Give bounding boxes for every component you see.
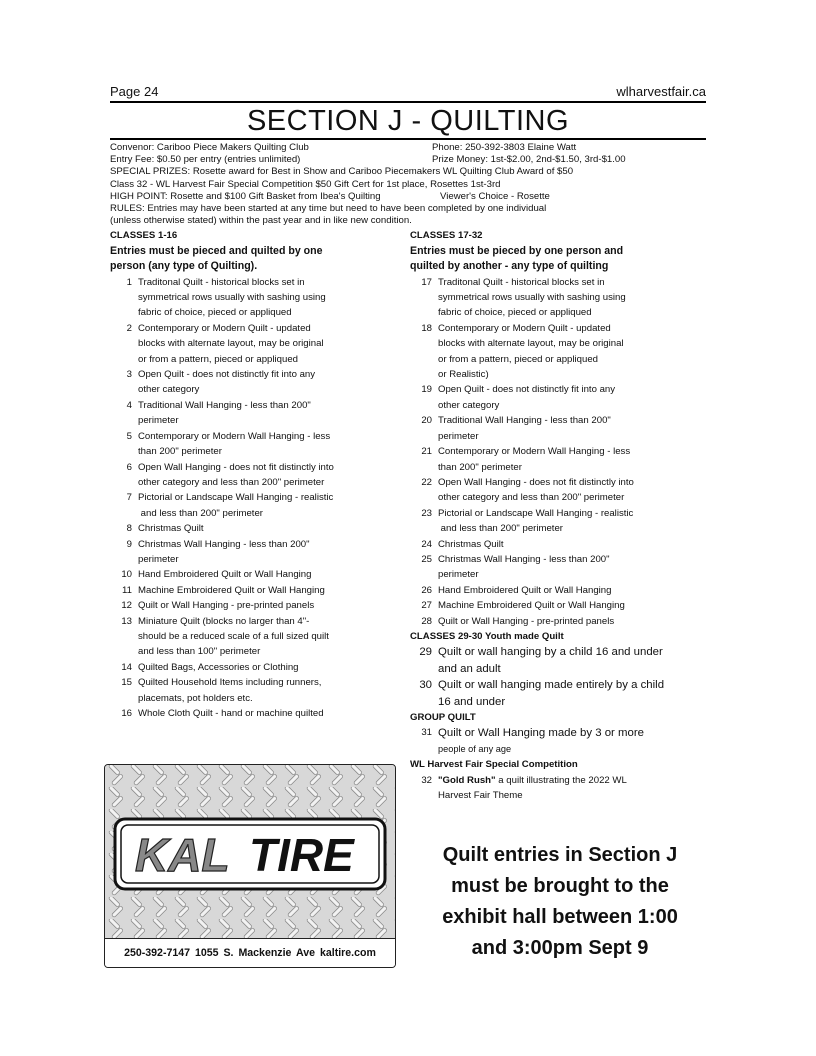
- class-line: Machine Embroidered Quilt or Wall Hanging: [438, 600, 625, 612]
- class-number: 12: [121, 600, 132, 612]
- list-item: [110, 675, 410, 706]
- class-line: Open Wall Hanging - does not fit distinctly into: [138, 461, 334, 473]
- class-line: blocks with alternate layout, may be original: [438, 338, 624, 350]
- notice-line: exhibit hall between 1:00: [442, 906, 678, 928]
- class-line: Open Quilt - does not distinctly fit into any: [438, 384, 616, 396]
- class-number: 15: [121, 677, 132, 689]
- right-column: [410, 228, 706, 803]
- class-line: Miniature Quilt (blocks no larger than 4"-: [138, 615, 310, 627]
- list-item: [110, 614, 410, 660]
- class-line: Pictorial or Landscape Wall Hanging - realistic: [138, 492, 334, 504]
- list-item: [110, 275, 410, 321]
- class-number: 13: [121, 615, 132, 627]
- class-number: 31: [421, 727, 432, 739]
- left-subheading-1: Entries must be pieced and quilted by one: [110, 244, 323, 257]
- list-item: [410, 275, 706, 321]
- list-item: [110, 321, 410, 367]
- website: wlharvestfair.ca: [616, 84, 706, 99]
- class-line: and an adult: [438, 662, 501, 675]
- ad-contact-line: 250-392-7147 1055 S. Mackenzie Ave kaltire.com: [105, 938, 395, 967]
- class-number: 16: [121, 708, 132, 720]
- right-subheading-1: Entries must be pieced by one person and: [410, 244, 624, 257]
- logo-tire: TIRE: [249, 829, 354, 881]
- class-number: 30: [419, 679, 432, 692]
- list-item: [410, 677, 706, 710]
- viewers-choice: Viewer's Choice - Rosette: [440, 190, 550, 202]
- class-number: 22: [421, 476, 432, 488]
- class-line: Contemporary or Modern Quilt - updated: [138, 322, 311, 334]
- class-number: 4: [126, 399, 132, 411]
- list-item: [410, 725, 706, 757]
- class-line: Quilt or Wall Hanging made by 3 or more: [438, 727, 644, 740]
- class-line: Quilt or Wall Hanging - pre-printed panels: [138, 600, 315, 612]
- class-number: 25: [421, 553, 432, 565]
- class-line: Christmas Wall Hanging - less than 200": [138, 538, 310, 550]
- right-class-list: [410, 275, 706, 629]
- class-line: than 200" perimeter: [438, 461, 522, 473]
- class-line: Harvest Fair Theme: [438, 790, 523, 802]
- class-line: Traditonal Quilt - historical blocks set in: [138, 276, 305, 288]
- page-content: [110, 84, 706, 803]
- class-line: Quilt or wall hanging by a child 16 and under: [438, 646, 663, 659]
- list-item: [110, 460, 410, 491]
- class-line: or from a pattern, pieced or appliqued: [138, 353, 298, 365]
- list-item: [110, 367, 410, 398]
- list-item: [410, 444, 706, 475]
- class-number: 17: [421, 276, 432, 288]
- list-item: [110, 706, 410, 721]
- class-line: placemats, pot holders etc.: [138, 692, 253, 704]
- list-item: [410, 773, 706, 804]
- drop-off-notice: [420, 840, 700, 964]
- list-item: [110, 521, 410, 536]
- class-number: 29: [419, 646, 432, 659]
- class-number: 26: [421, 584, 432, 596]
- right-heading: CLASSES 17-32: [410, 230, 483, 242]
- class-number: 1: [126, 276, 132, 288]
- list-item: [410, 644, 706, 677]
- list-item: [410, 552, 706, 583]
- class-line: Hand Embroidered Quilt or Wall Hanging: [138, 569, 312, 581]
- class-line: Whole Cloth Quilt - hand or machine quilted: [138, 708, 324, 720]
- class-number: 28: [421, 615, 432, 627]
- class-line: Quilted Household Items including runners,: [138, 677, 322, 689]
- ad-logo-graphic: [105, 765, 395, 939]
- section-info: [110, 142, 706, 227]
- class-number: 18: [421, 322, 432, 334]
- class-line: perimeter: [138, 415, 179, 427]
- kaltire-ad: [104, 764, 396, 968]
- class-line: and less than 100" perimeter: [138, 646, 261, 658]
- class-line: Open Quilt - does not distinctly fit into any: [138, 369, 316, 381]
- class-line: other category: [438, 399, 500, 411]
- list-item: [410, 583, 706, 598]
- class-line: other category and less than 200" perimeter: [138, 476, 325, 488]
- class-line: Contemporary or Modern Quilt - updated: [438, 322, 611, 334]
- notice-line: must be brought to the: [451, 875, 669, 897]
- class-number: 27: [421, 600, 432, 612]
- phone: Phone: 250-392-3803 Elaine Watt: [432, 142, 577, 153]
- rules-line-2: (unless otherwise stated) within the past year and in like new condition.: [110, 215, 412, 227]
- list-item: [110, 567, 410, 582]
- left-column: [110, 228, 410, 803]
- theme-name: "Gold Rush": [438, 774, 496, 786]
- entry-fee: Entry Fee: $0.50 per entry (entries unlimited): [110, 154, 301, 166]
- list-item: [410, 382, 706, 413]
- class-number: 3: [126, 369, 132, 381]
- class-line: Open Wall Hanging - does not fit distinctly into: [438, 476, 634, 488]
- page-header: [110, 84, 706, 103]
- group-heading: GROUP QUILT: [410, 712, 476, 724]
- class-32-note: Class 32 - WL Harvest Fair Special Competition $50 Gift Cert for 1st place, Rosettes 1st-3rd: [110, 178, 501, 190]
- list-item: [410, 537, 706, 552]
- class-line: Machine Embroidered Quilt or Wall Hanging: [138, 584, 325, 596]
- class-line: people of any age: [438, 743, 512, 754]
- class-line: or from a pattern, pieced or appliqued: [438, 353, 598, 365]
- section-title: SECTION J - QUILTING: [110, 105, 706, 140]
- class-line: blocks with alternate layout, may be original: [138, 338, 324, 350]
- special-heading: WL Harvest Fair Special Competition: [410, 759, 578, 771]
- class-line: Christmas Wall Hanging - less than 200": [438, 553, 610, 565]
- high-point: HIGH POINT: Rosette and $100 Gift Basket from Ibea's Quilting: [110, 190, 381, 202]
- class-number: 5: [126, 430, 132, 442]
- list-item: [410, 475, 706, 506]
- class-line: Hand Embroidered Quilt or Wall Hanging: [438, 584, 612, 596]
- class-line: Traditonal Quilt - historical blocks set in: [438, 276, 605, 288]
- class-number: 10: [121, 569, 132, 581]
- list-item: [410, 614, 706, 629]
- left-heading: CLASSES 1-16: [110, 230, 178, 242]
- class-line: and less than 200" perimeter: [438, 523, 563, 535]
- list-item: [110, 598, 410, 613]
- right-subheading-2: quilted by another - any type of quilting: [410, 260, 609, 273]
- class-number: 24: [421, 538, 432, 550]
- list-item: [110, 537, 410, 568]
- class-line: Traditional Wall Hanging - less than 200": [438, 415, 611, 427]
- class-line: Pictorial or Landscape Wall Hanging - realistic: [438, 507, 634, 519]
- class-line: Quilt or wall hanging made entirely by a child: [438, 679, 665, 692]
- class-line: Quilt or Wall Hanging - pre-printed panels: [438, 615, 615, 627]
- class-number: 21: [421, 446, 432, 458]
- convenor: Convenor: Cariboo Piece Makers Quilting Club: [110, 142, 309, 153]
- class-line: Christmas Quilt: [138, 523, 204, 535]
- class-line: symmetrical rows usually with sashing using: [138, 292, 326, 304]
- list-item: [410, 321, 706, 383]
- class-line: Christmas Quilt: [438, 538, 504, 550]
- class-number: 8: [126, 523, 132, 535]
- list-item: [410, 413, 706, 444]
- class-number: 20: [421, 415, 432, 427]
- list-item: [410, 598, 706, 613]
- class-line: than 200" perimeter: [138, 446, 222, 458]
- class-line: other category: [138, 384, 200, 396]
- youth-heading: CLASSES 29-30 Youth made Quilt: [410, 630, 564, 642]
- class-line: and less than 200" perimeter: [138, 507, 263, 519]
- class-line: other category and less than 200" perimeter: [438, 492, 625, 504]
- class-number: 2: [126, 322, 132, 334]
- class-number: 19: [421, 384, 432, 396]
- class-line: a quilt illustrating the 2022 WL: [495, 774, 627, 786]
- class-line: or Realistic): [438, 369, 489, 381]
- page-number: Page 24: [110, 84, 159, 99]
- class-line: Contemporary or Modern Wall Hanging - less: [438, 446, 631, 458]
- class-line: perimeter: [438, 430, 479, 442]
- logo-kal: KAL: [135, 829, 230, 881]
- class-line: fabric of choice, pieced or appliqued: [138, 307, 292, 319]
- class-number: 6: [126, 461, 132, 473]
- class-line: 16 and under: [438, 695, 506, 708]
- class-line: should be a reduced scale of a full sized quilt: [138, 630, 329, 642]
- class-number: 7: [126, 492, 132, 504]
- class-number: 23: [421, 507, 432, 519]
- class-line: Quilted Bags, Accessories or Clothing: [138, 661, 299, 673]
- class-line: symmetrical rows usually with sashing using: [438, 292, 626, 304]
- youth-class-list: [410, 644, 706, 710]
- list-item: [410, 506, 706, 537]
- class-line: Traditional Wall Hanging - less than 200": [138, 399, 311, 411]
- prize-money: Prize Money: 1st-$2.00, 2nd-$1.50, 3rd-$1.00: [432, 154, 626, 166]
- left-subheading-2: person (any type of Quilting).: [110, 260, 258, 273]
- list-item: [110, 583, 410, 598]
- rules-line-1: RULES: Entries may have been started at any time but need to have been completed by one individual: [110, 203, 547, 215]
- class-number: 11: [122, 584, 132, 596]
- class-number: 14: [121, 661, 132, 673]
- list-item: [110, 490, 410, 521]
- class-number: 32: [421, 774, 432, 786]
- list-item: [110, 660, 410, 675]
- left-class-list: [110, 275, 410, 722]
- special-prizes: SPECIAL PRIZES: Rosette award for Best in Show and Cariboo Piecemakers WL Quilting Club Award of $50: [110, 166, 574, 178]
- class-line: Contemporary or Modern Wall Hanging - less: [138, 430, 331, 442]
- class-line: fabric of choice, pieced or appliqued: [438, 307, 592, 319]
- list-item: [110, 398, 410, 429]
- list-item: [110, 429, 410, 460]
- class-line: perimeter: [438, 569, 479, 581]
- notice-line: Quilt entries in Section J: [442, 844, 678, 866]
- class-line: perimeter: [138, 553, 179, 565]
- class-number: 9: [126, 538, 132, 550]
- notice-line: and 3:00pm Sept 9: [471, 937, 649, 959]
